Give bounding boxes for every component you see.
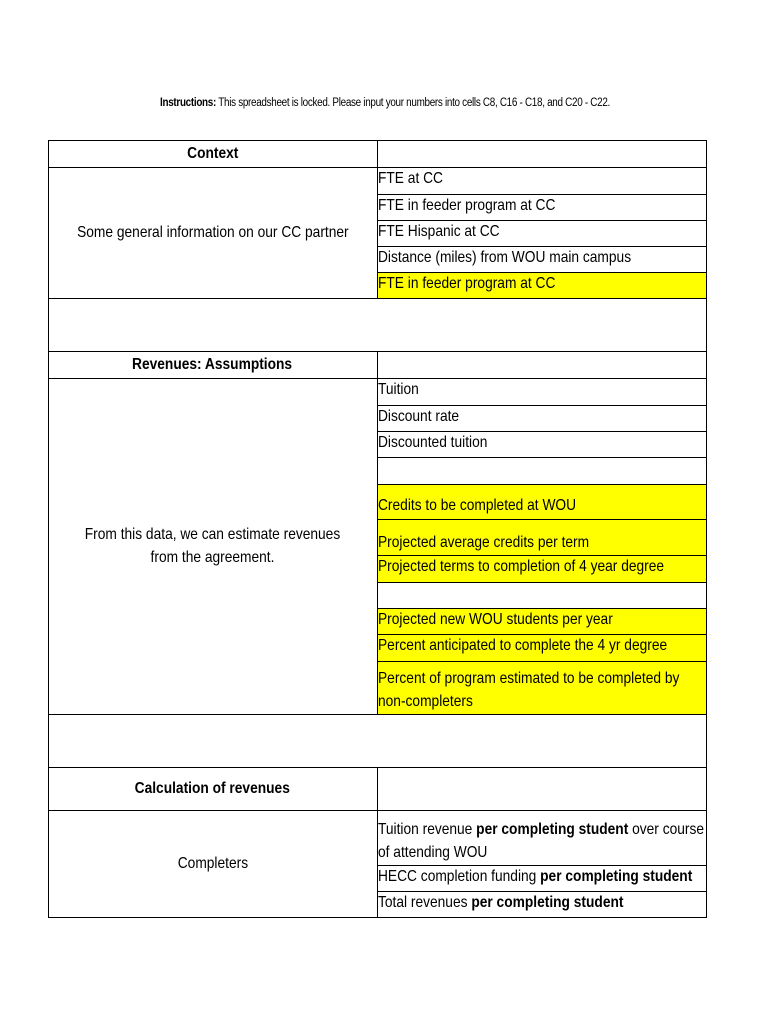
grid-line bbox=[377, 519, 707, 520]
context-row-label: FTE in feeder program at CC bbox=[378, 197, 556, 214]
revenues-row-label: Tuition bbox=[378, 381, 419, 398]
calculation-row-emphasis: per completing student bbox=[476, 821, 629, 838]
context-heading-value-cell[interactable] bbox=[377, 140, 707, 167]
revenues-row[interactable] bbox=[377, 405, 707, 431]
instructions-text: This spreadsheet is locked. Please input your numbers into cells C8, C16 - C18, and C20 - C22. bbox=[218, 97, 610, 109]
context-heading-cell[interactable] bbox=[48, 140, 377, 167]
revenues-row-blank[interactable] bbox=[377, 457, 707, 484]
grid-line bbox=[377, 484, 707, 485]
context-description-cell[interactable] bbox=[48, 167, 377, 298]
revenues-row-label: Credits to be completed at WOU bbox=[378, 497, 577, 514]
revenues-row-input[interactable] bbox=[377, 608, 707, 634]
calculation-row-text bbox=[378, 818, 705, 864]
context-row[interactable] bbox=[377, 246, 707, 272]
revenues-row-label: Percent anticipated to complete the 4 yr degree bbox=[378, 637, 668, 654]
grid-line bbox=[377, 634, 707, 635]
context-row-label: FTE in feeder program at CC bbox=[378, 275, 556, 292]
revenues-row[interactable] bbox=[377, 431, 707, 457]
grid-line bbox=[377, 431, 707, 432]
revenues-row-label: Projected terms to completion of 4 year degree bbox=[378, 558, 665, 575]
revenues-description: From this data, we can estimate revenues from the agreement. bbox=[84, 526, 341, 566]
calculation-row-text bbox=[378, 891, 623, 914]
context-row[interactable] bbox=[377, 194, 707, 220]
grid-line bbox=[48, 378, 707, 379]
calculation-row[interactable] bbox=[377, 891, 707, 917]
grid-line bbox=[706, 140, 707, 918]
revenues-row-input[interactable] bbox=[377, 484, 707, 519]
calculation-row-prefix: HECC completion funding bbox=[378, 868, 541, 885]
spacer-row bbox=[48, 298, 707, 351]
grid-line bbox=[377, 555, 707, 556]
calculation-description-cell[interactable] bbox=[48, 810, 377, 917]
context-row-label: Distance (miles) from WOU main campus bbox=[378, 249, 632, 266]
grid-line bbox=[377, 608, 707, 609]
calculation-row-text bbox=[378, 865, 692, 888]
context-row[interactable] bbox=[377, 167, 707, 194]
revenues-heading: Revenues: Assumptions bbox=[132, 356, 293, 373]
context-row[interactable] bbox=[377, 220, 707, 246]
revenues-row-input[interactable] bbox=[377, 661, 707, 714]
context-row-label: FTE Hispanic at CC bbox=[378, 223, 500, 240]
grid-line bbox=[48, 140, 49, 918]
grid-line bbox=[48, 351, 707, 352]
grid-line bbox=[377, 194, 707, 195]
calculation-row-prefix: Tuition revenue bbox=[378, 821, 477, 838]
grid-line bbox=[377, 457, 707, 458]
context-row-label: FTE at CC bbox=[378, 170, 443, 187]
grid-line bbox=[377, 582, 707, 583]
revenues-row-input[interactable] bbox=[377, 634, 707, 661]
spacer-row bbox=[48, 714, 707, 767]
revenues-row-label: Projected average credits per term bbox=[378, 534, 590, 551]
revenues-row[interactable] bbox=[377, 378, 707, 405]
revenues-row-label: Percent of program estimated to be completed by non-completers bbox=[378, 670, 680, 710]
revenues-heading-value-cell[interactable] bbox=[377, 351, 707, 378]
calculation-row[interactable] bbox=[377, 810, 707, 865]
calculation-row-emphasis: per completing student bbox=[540, 868, 693, 885]
calculation-row-prefix: Total revenues bbox=[378, 894, 472, 911]
calculation-heading: Calculation of revenues bbox=[134, 780, 291, 797]
revenues-row-label: Discounted tuition bbox=[378, 434, 488, 451]
grid-line bbox=[377, 767, 378, 918]
calculation-description: Completers bbox=[177, 855, 248, 872]
context-heading: Context bbox=[186, 145, 239, 162]
grid-line bbox=[377, 661, 707, 662]
instructions-label: Instructions: bbox=[160, 97, 216, 109]
grid-line bbox=[377, 272, 707, 273]
grid-line bbox=[377, 140, 378, 298]
grid-line bbox=[377, 891, 707, 892]
calculation-row[interactable] bbox=[377, 865, 707, 891]
revenues-row-input[interactable] bbox=[377, 519, 707, 555]
context-description: Some general information on our CC partner bbox=[76, 224, 349, 241]
calculation-heading-value-cell[interactable] bbox=[377, 767, 707, 810]
revenues-row-label: Projected new WOU students per year bbox=[378, 611, 613, 628]
calculation-heading-cell[interactable] bbox=[48, 767, 377, 810]
grid-line bbox=[48, 140, 707, 141]
grid-line bbox=[377, 220, 707, 221]
revenues-description-cell[interactable] bbox=[48, 378, 377, 714]
grid-line bbox=[48, 767, 707, 768]
context-row-input[interactable] bbox=[377, 272, 707, 298]
revenues-heading-cell[interactable] bbox=[48, 351, 377, 378]
grid-line bbox=[48, 714, 707, 715]
grid-line bbox=[377, 246, 707, 247]
calculation-row-suffix: over course of attending WOU bbox=[378, 821, 705, 861]
grid-line bbox=[377, 865, 707, 866]
revenues-row-input[interactable] bbox=[377, 555, 707, 582]
grid-line bbox=[48, 167, 707, 168]
revenues-row-label: Discount rate bbox=[378, 408, 460, 425]
grid-line bbox=[377, 405, 707, 406]
calculation-row-emphasis: per completing student bbox=[471, 894, 624, 911]
revenues-row-blank[interactable] bbox=[377, 582, 707, 608]
grid-line bbox=[48, 298, 707, 299]
instructions bbox=[54, 97, 716, 109]
grid-line bbox=[48, 917, 707, 918]
grid-line bbox=[48, 810, 707, 811]
